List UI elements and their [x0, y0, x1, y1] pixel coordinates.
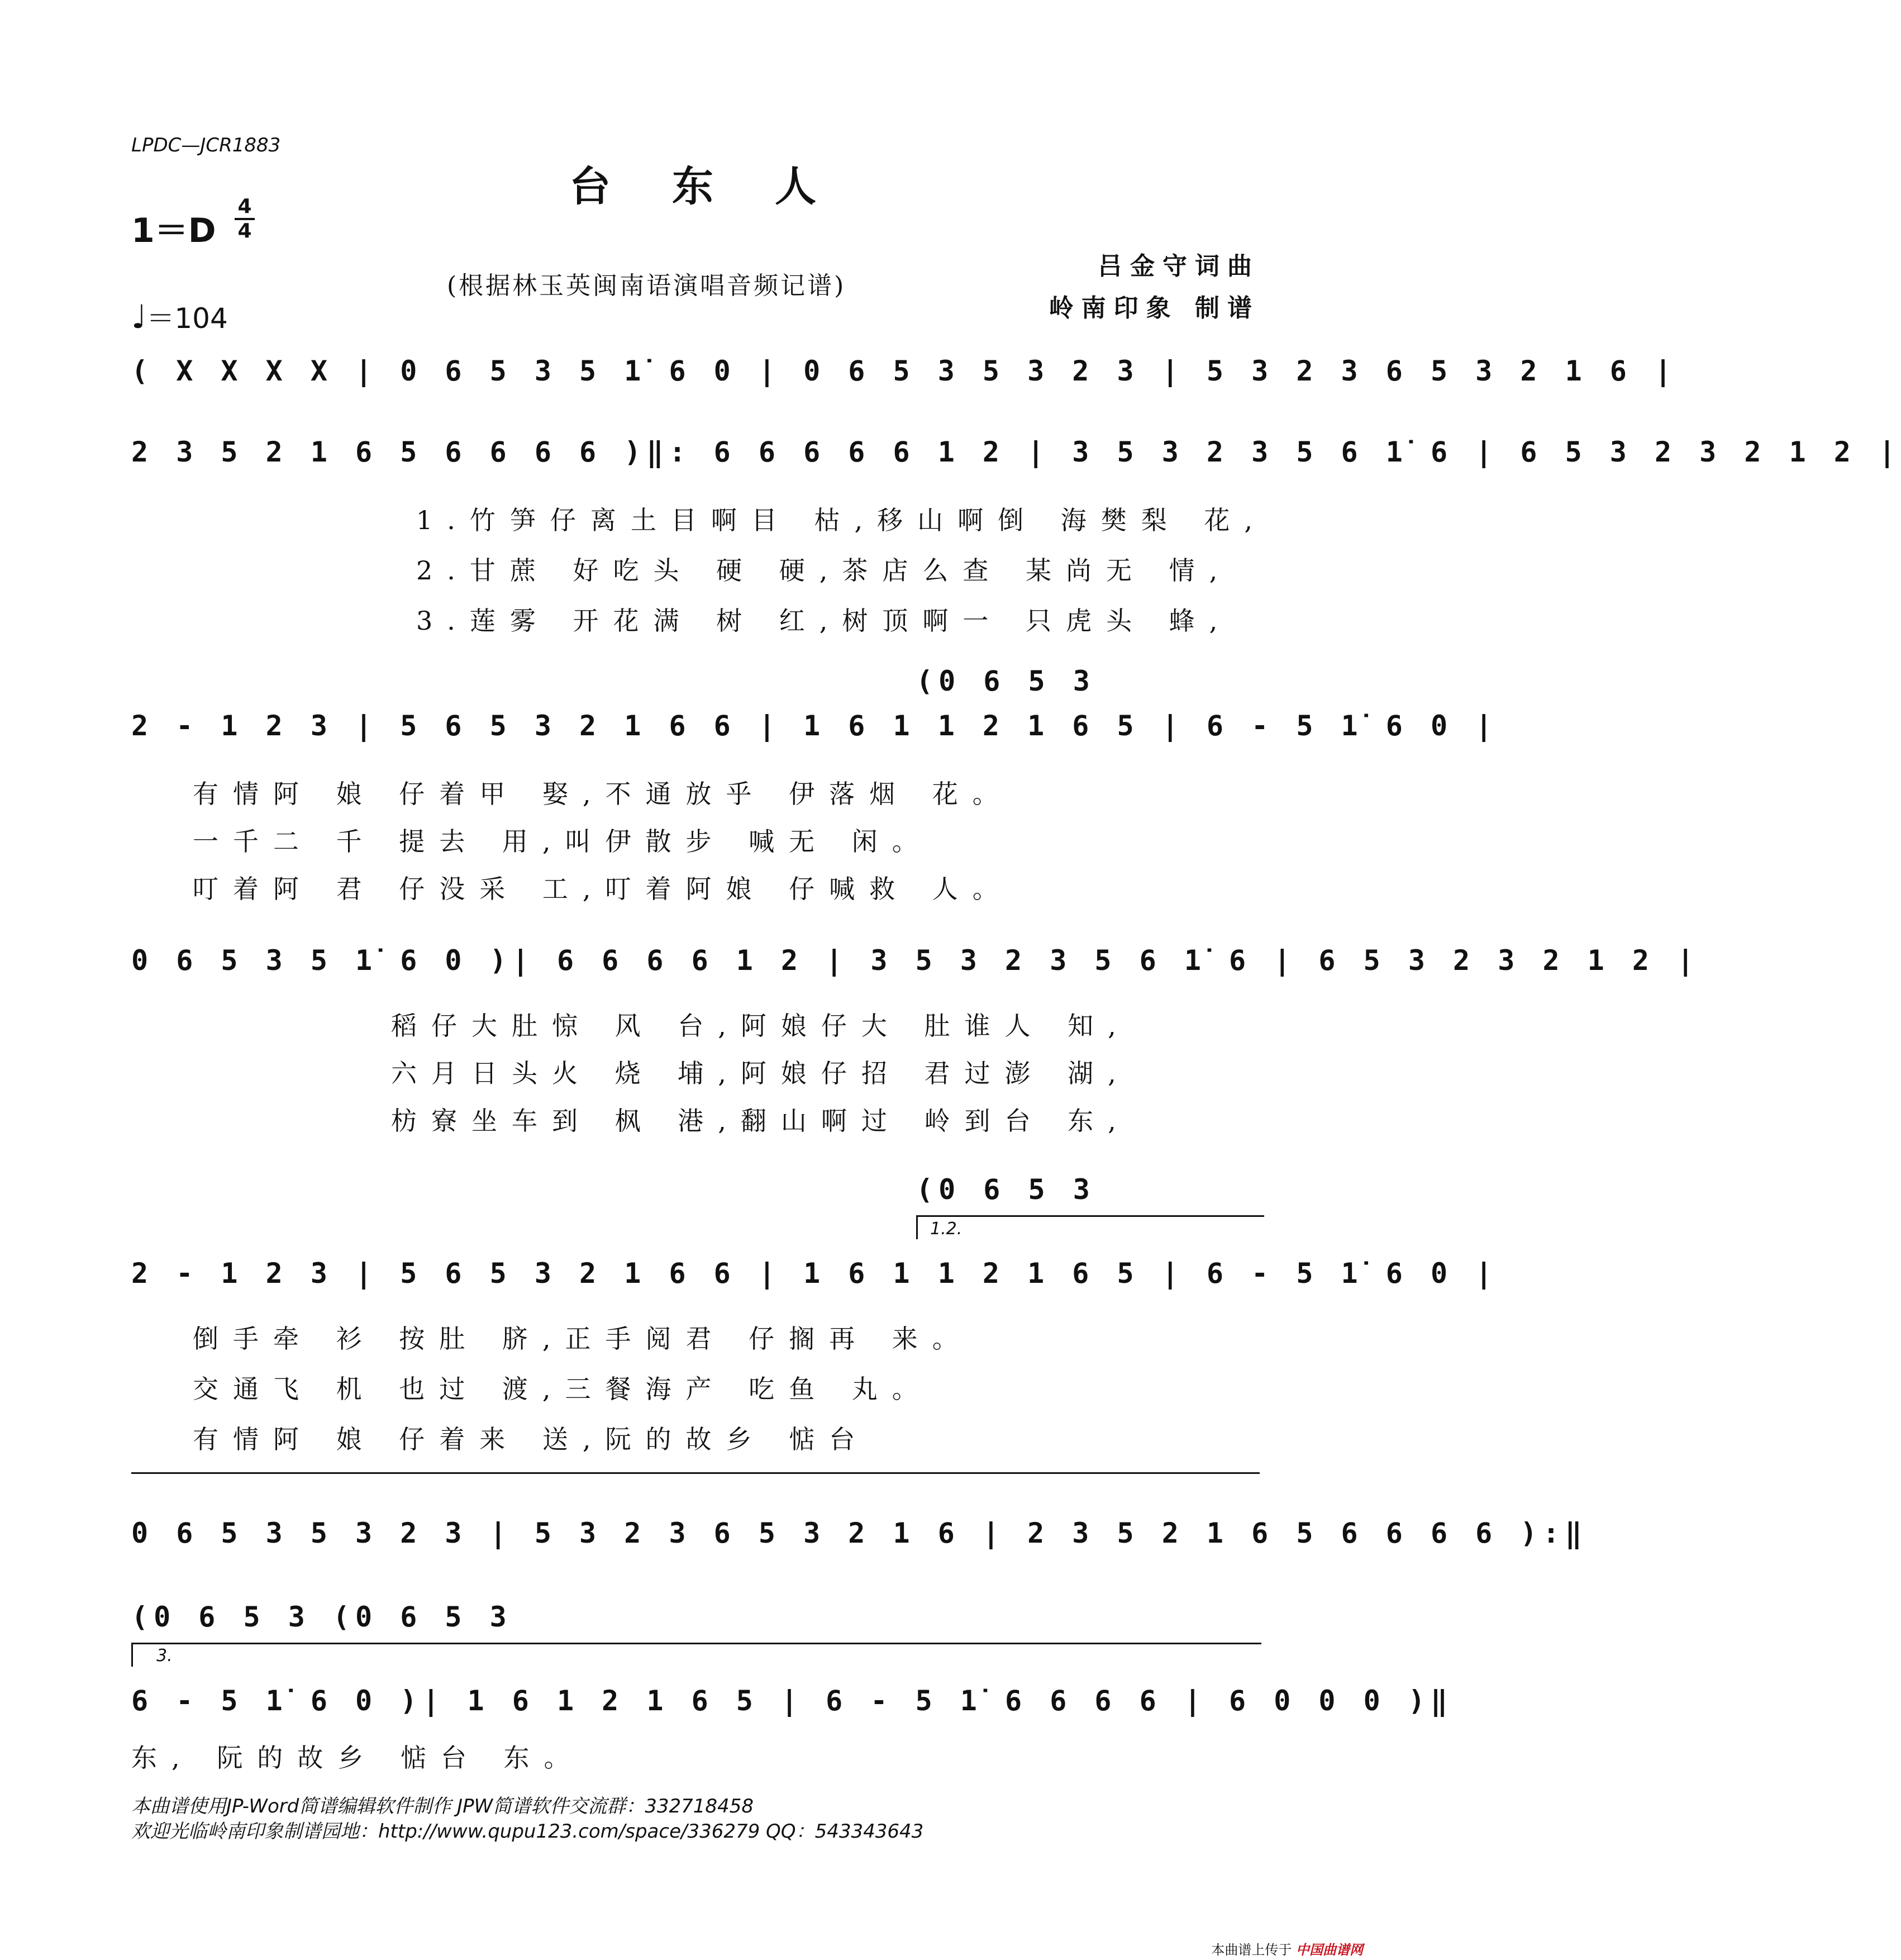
notation-line-1: ( X X X X | 0 6 5 3 5 1̇ 6 0 | 0 6 5 3 5 3 2 3 | 5 3 2 3 6 5 3 2 1 6 | [131, 355, 1678, 387]
volta-line [131, 1472, 1260, 1474]
lyric-verse-1: 稻仔大肚惊 风 台,阿娘仔大 肚谁人 知, [391, 1011, 1131, 1041]
volta-bracket-1-2 [916, 1215, 1264, 1239]
song-title: 台东人 [569, 163, 878, 211]
lyric-verse-2: 2.甘蔗 好吃头 硬 硬,茶店么查 某尚无 情, [416, 555, 1232, 586]
lyric-verse-1: 有情阿 娘 仔着甲 娶,不通放乎 伊落烟 花。 [193, 779, 1013, 809]
credit-notation: 岭南印象 制谱 [1049, 294, 1260, 322]
site-logo: 中国曲谱网 [1296, 1942, 1363, 1958]
tempo-value: ＝104 [146, 302, 228, 335]
quarter-note-icon: ♩ [131, 298, 147, 336]
lyric-verse-3: 枋寮坐车到 枫 港,翻山啊过 岭到台 东, [391, 1106, 1131, 1136]
volta-bracket-3 [131, 1643, 1261, 1667]
lyric-verse-2: 一千二 千 提去 用,叫伊散步 喊无 闲。 [193, 826, 932, 857]
notation-line-4: 0 6 5 3 5 1̇ 6 0 )| 6 6 6 6 1 2 | 3 5 3 2 3 5 6 1̇ 6 | 6 5 3 2 3 2 1 2 | [131, 944, 1700, 977]
ending-label-1-2: 1.2. [930, 1219, 963, 1239]
upload-credit [1211, 1939, 1363, 1958]
lyric-final: 东, 阮的故乡 惦台 东。 [131, 1743, 584, 1773]
subtitle: (根据林玉英闽南语演唱音频记谱) [447, 272, 846, 300]
lyric-verse-3: 3.莲雾 开花满 树 红,树顶啊一 只虎头 蜂, [416, 606, 1232, 636]
notation-line-6: 0 6 5 3 5 3 2 3 | 5 3 2 3 6 5 3 2 1 6 | 2 3 5 2 1 6 5 6 6 6 6 ):‖ [131, 1517, 1588, 1549]
score-code: LPDC—JCR1883 [131, 134, 281, 156]
notation-above-5: (0 6 5 3 [916, 1173, 1095, 1206]
lyric-verse-1: 倒手牵 衫 按肚 脐,正手阅君 仔搁再 来。 [193, 1324, 973, 1354]
key-signature: 1＝D [131, 211, 216, 250]
lyric-verse-2: 六月日头火 烧 埔,阿娘仔招 君过澎 湖, [391, 1058, 1131, 1088]
lyric-verse-1: 1.竹笋仔离土目啊目 枯,移山啊倒 海樊梨 花, [416, 505, 1267, 535]
time-denominator: 4 [237, 220, 252, 242]
upload-text: 本曲谱上传于 [1211, 1942, 1292, 1958]
credit-lyrics-music: 吕金守词曲 [1098, 252, 1260, 280]
time-signature [234, 196, 256, 242]
tempo-marking [131, 296, 228, 336]
footer-website-note: 欢迎光临岭南印象制谱园地：http://www.qupu123.com/space/336279 QQ：543343643 [131, 1820, 924, 1843]
lyric-verse-2: 交通飞 机 也过 渡,三餐海产 吃鱼 丸。 [193, 1374, 932, 1404]
lyric-verse-3: 有情阿 娘 仔着来 送,阮的故乡 惦台 [193, 1424, 870, 1454]
lyric-verse-3: 叮着阿 君 仔没采 工,叮着阿娘 仔喊救 人。 [193, 874, 1013, 904]
footer-software-note: 本曲谱使用JP-Word简谱编辑软件制作 JPW简谱软件交流群：332718458 [131, 1795, 754, 1818]
time-numerator: 4 [237, 195, 252, 218]
notation-line-5: 2 - 1 2 3 | 5 6 5 3 2 1 6 6 | 1 6 1 1 2 1 6 5 | 6 - 5 1̇ 6 0 | [131, 1257, 1498, 1290]
notation-above-3: (0 6 5 3 [916, 665, 1095, 697]
notation-line-7: 6 - 5 1̇ 6 0 )| 1 6 1 2 1 6 5 | 6 - 5 1̇ 6 6 6 6 | 6 0 0 0 )‖ [131, 1685, 1454, 1717]
notation-line-2: 2 3 5 2 1 6 5 6 6 6 6 )‖: 6 6 6 6 6 1 2 | 3 5 3 2 3 5 6 1̇ 6 | 6 5 3 2 3 2 1 2 | [131, 436, 1901, 468]
notation-above-7: (0 6 5 3 (0 6 5 3 [131, 1601, 512, 1633]
ending-label-3: 3. [156, 1646, 173, 1666]
notation-line-3: 2 - 1 2 3 | 5 6 5 3 2 1 6 6 | 1 6 1 1 2 1 6 5 | 6 - 5 1̇ 6 0 | [131, 710, 1498, 742]
